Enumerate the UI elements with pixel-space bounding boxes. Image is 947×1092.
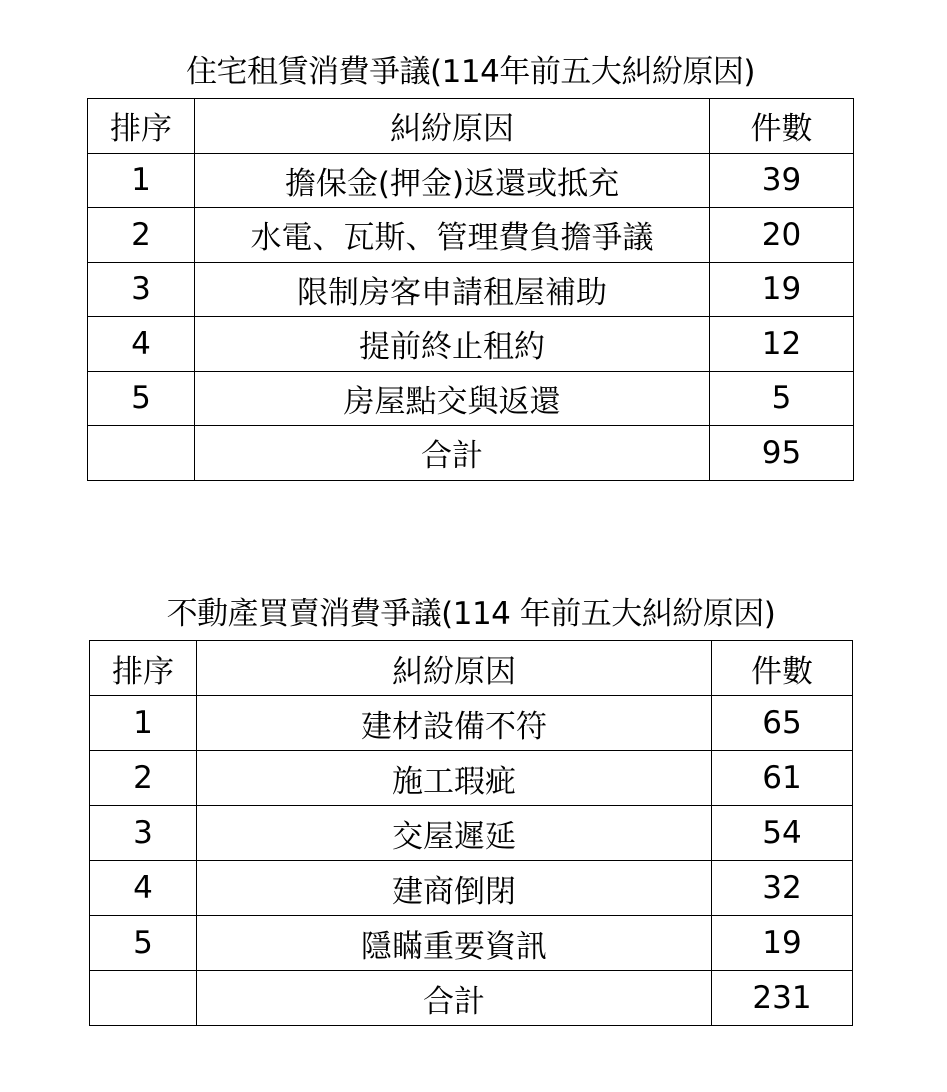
property-sale-dispute-table <box>89 640 853 1026</box>
count-cell: 65 <box>712 696 853 751</box>
total-rank-cell <box>88 426 195 481</box>
total-row <box>90 971 853 1026</box>
rank-cell: 4 <box>88 317 195 372</box>
reason-cell: 建商倒閉 <box>197 861 712 916</box>
reason-cell: 限制房客申請租屋補助 <box>195 262 710 317</box>
property-sale-dispute-section <box>89 588 853 1026</box>
count-cell: 19 <box>710 262 854 317</box>
reason-cell: 施工瑕疵 <box>197 751 712 806</box>
reason-cell: 建材設備不符 <box>197 696 712 751</box>
count-header: 件數 <box>712 641 853 696</box>
table-row <box>88 262 854 317</box>
total-row <box>88 426 854 481</box>
rank-cell: 2 <box>88 208 195 263</box>
count-cell: 54 <box>712 806 853 861</box>
table-row <box>90 751 853 806</box>
rank-header: 排序 <box>88 99 195 154</box>
count-cell: 5 <box>710 371 854 426</box>
count-cell: 32 <box>712 861 853 916</box>
count-cell: 19 <box>712 916 853 971</box>
total-rank-cell <box>90 971 197 1026</box>
rank-cell: 1 <box>90 696 197 751</box>
table-row <box>90 696 853 751</box>
total-label: 合計 <box>195 426 710 481</box>
rental-dispute-table <box>87 98 854 481</box>
total-label: 合計 <box>197 971 712 1026</box>
table-row <box>88 153 854 208</box>
table-row <box>90 861 853 916</box>
rental-dispute-section <box>87 46 854 481</box>
reason-cell: 提前終止租約 <box>195 317 710 372</box>
total-count: 95 <box>710 426 854 481</box>
rank-cell: 3 <box>88 262 195 317</box>
rank-cell: 1 <box>88 153 195 208</box>
total-count: 231 <box>712 971 853 1026</box>
table-row <box>88 371 854 426</box>
rank-header: 排序 <box>90 641 197 696</box>
rank-cell: 5 <box>88 371 195 426</box>
header-row <box>88 99 854 154</box>
count-header: 件數 <box>710 99 854 154</box>
rank-cell: 4 <box>90 861 197 916</box>
count-cell: 39 <box>710 153 854 208</box>
reason-cell: 擔保金(押金)返還或抵充 <box>195 153 710 208</box>
table-row <box>90 806 853 861</box>
count-cell: 61 <box>712 751 853 806</box>
rank-cell: 5 <box>90 916 197 971</box>
table-title: 住宅租賃消費爭議(114年前五大糾紛原因) <box>186 54 755 90</box>
reason-cell: 交屋遲延 <box>197 806 712 861</box>
count-cell: 20 <box>710 208 854 263</box>
rank-cell: 3 <box>90 806 197 861</box>
header-row <box>90 641 853 696</box>
table-row <box>90 916 853 971</box>
table-row <box>88 208 854 263</box>
reason-header: 糾紛原因 <box>197 641 712 696</box>
count-cell: 12 <box>710 317 854 372</box>
reason-header: 糾紛原因 <box>195 99 710 154</box>
table-row <box>88 317 854 372</box>
rank-cell: 2 <box>90 751 197 806</box>
table-title: 不動產買賣消費爭議(114 年前五大糾紛原因) <box>166 596 776 632</box>
reason-cell: 隱瞞重要資訊 <box>197 916 712 971</box>
reason-cell: 水電、瓦斯、管理費負擔爭議 <box>195 208 710 263</box>
reason-cell: 房屋點交與返還 <box>195 371 710 426</box>
